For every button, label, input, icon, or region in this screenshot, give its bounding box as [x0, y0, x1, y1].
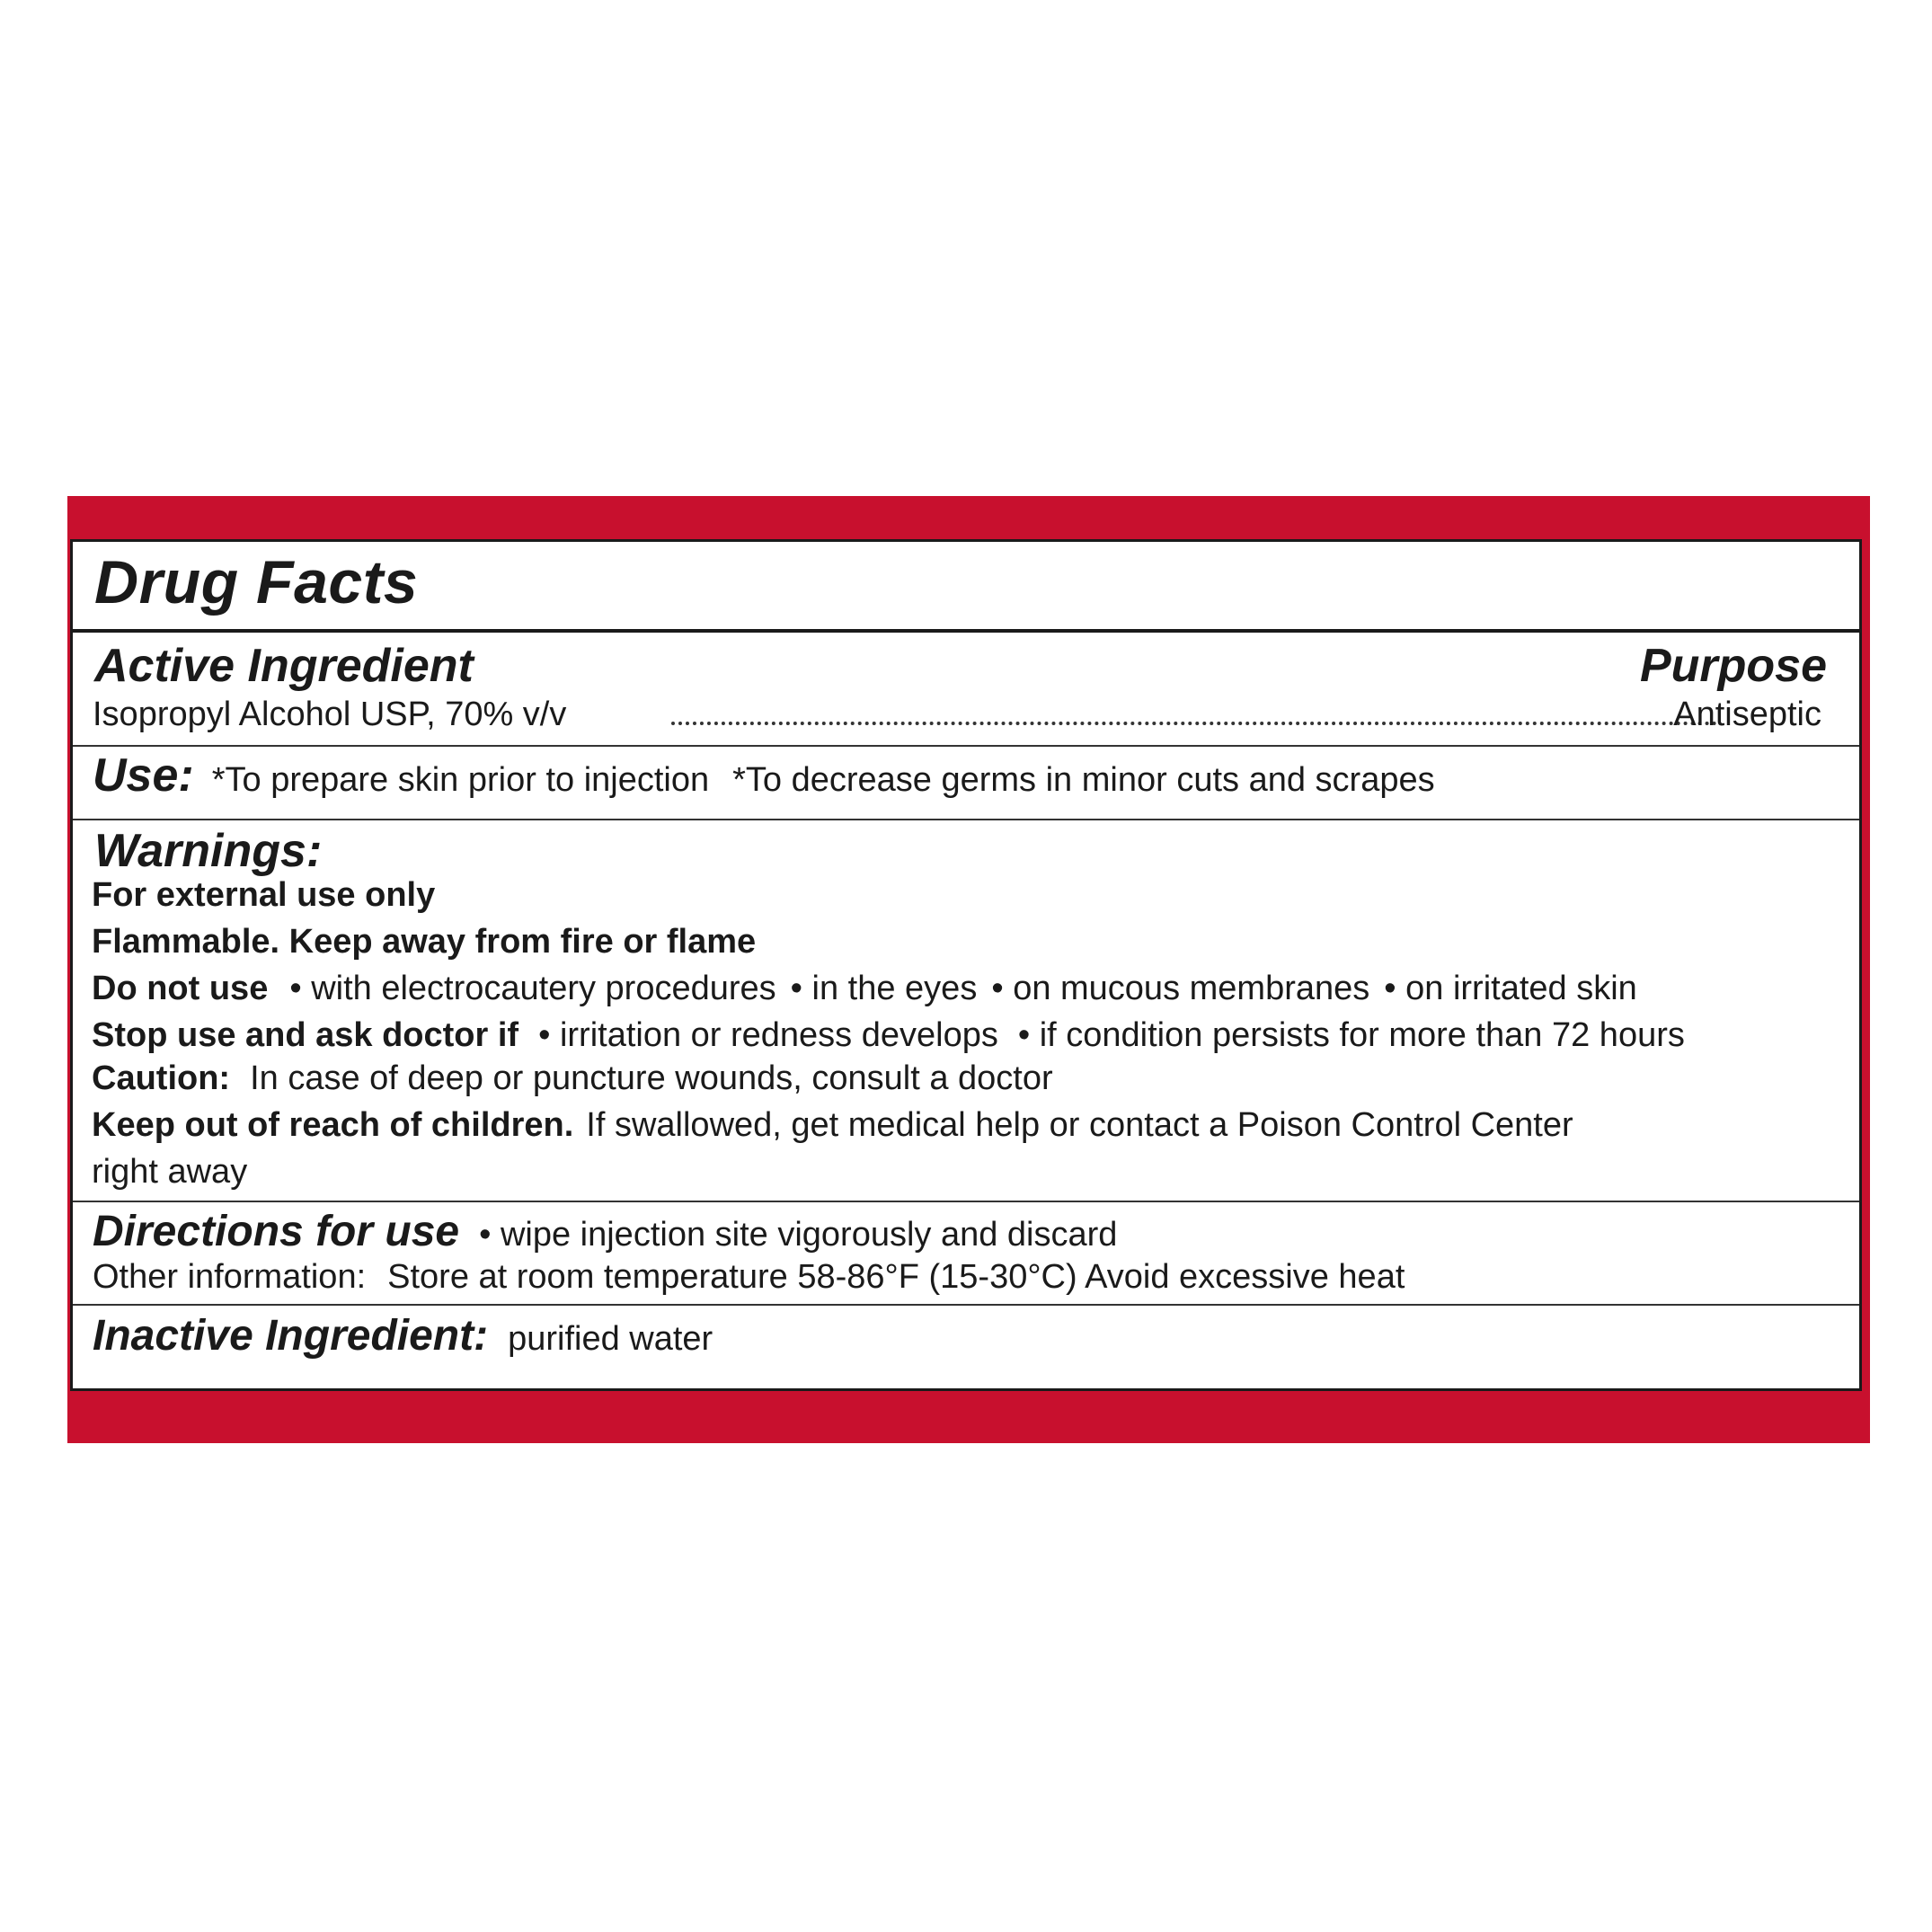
stop-use-item: • irritation or redness develops: [538, 1016, 998, 1054]
dotted-leader: [671, 722, 1717, 725]
use-section: [93, 749, 1435, 802]
purpose-heading: Purpose: [1639, 640, 1827, 692]
divider: [73, 629, 1859, 633]
warning-flammable: Flammable. Keep away from fire or flame: [92, 923, 757, 961]
use-item: *To prepare skin prior to injection: [211, 761, 710, 799]
do-not-use-label: Do not use: [92, 970, 269, 1007]
directions-text: • wipe injection site vigorously and discard: [479, 1216, 1118, 1254]
warning-keep-out-cont: right away: [92, 1153, 248, 1191]
keep-out-label: Keep out of reach of children.: [92, 1106, 574, 1144]
stop-use-item: • if condition persists for more than 72 hours: [1017, 1016, 1685, 1054]
do-not-use-item: • with electrocautery procedures: [289, 970, 776, 1007]
warning-keep-out: [92, 1108, 1588, 1142]
inactive-heading: Inactive Ingredient:: [93, 1312, 489, 1360]
warning-caution: [92, 1061, 1068, 1095]
do-not-use-item: • in the eyes: [790, 970, 978, 1007]
page-title: Drug Facts: [94, 548, 419, 616]
warning-external: For external use only: [92, 876, 436, 914]
other-information: [93, 1260, 1419, 1294]
inactive-text: purified water: [508, 1320, 713, 1358]
divider: [73, 819, 1859, 820]
use-heading: Use:: [93, 749, 194, 802]
do-not-use-item: • on irritated skin: [1384, 970, 1637, 1007]
divider: [73, 1304, 1859, 1306]
directions-section: [93, 1207, 1117, 1256]
use-item: *To decrease germs in minor cuts and scrapes: [732, 761, 1435, 799]
purpose-value: Antiseptic: [1673, 696, 1821, 733]
warnings-heading: Warnings:: [94, 825, 323, 877]
divider: [73, 1201, 1859, 1202]
keep-out-text: If swallowed, get medical help or contact a Poison Control Center: [586, 1106, 1573, 1144]
caution-label: Caution:: [92, 1059, 231, 1097]
caution-text: In case of deep or puncture wounds, consult a doctor: [250, 1059, 1053, 1097]
stop-use-label: Stop use and ask doctor if: [92, 1016, 519, 1054]
drug-facts-panel: [70, 539, 1862, 1391]
inactive-section: [93, 1311, 713, 1360]
other-information-label: Other information:: [93, 1258, 367, 1296]
warning-do-not-use: [92, 971, 1652, 1006]
drug-facts-label: [67, 496, 1870, 1443]
divider: [73, 745, 1859, 747]
other-information-text: Store at room temperature 58-86°F (15-30°C) Avoid excessive heat: [387, 1258, 1405, 1296]
active-ingredient-heading: Active Ingredient: [94, 640, 474, 692]
warning-stop-use: [92, 1018, 1699, 1052]
do-not-use-item: • on mucous membranes: [991, 970, 1370, 1007]
active-ingredient-value: Isopropyl Alcohol USP, 70% v/v: [93, 696, 567, 733]
directions-heading: Directions for use: [93, 1208, 460, 1255]
